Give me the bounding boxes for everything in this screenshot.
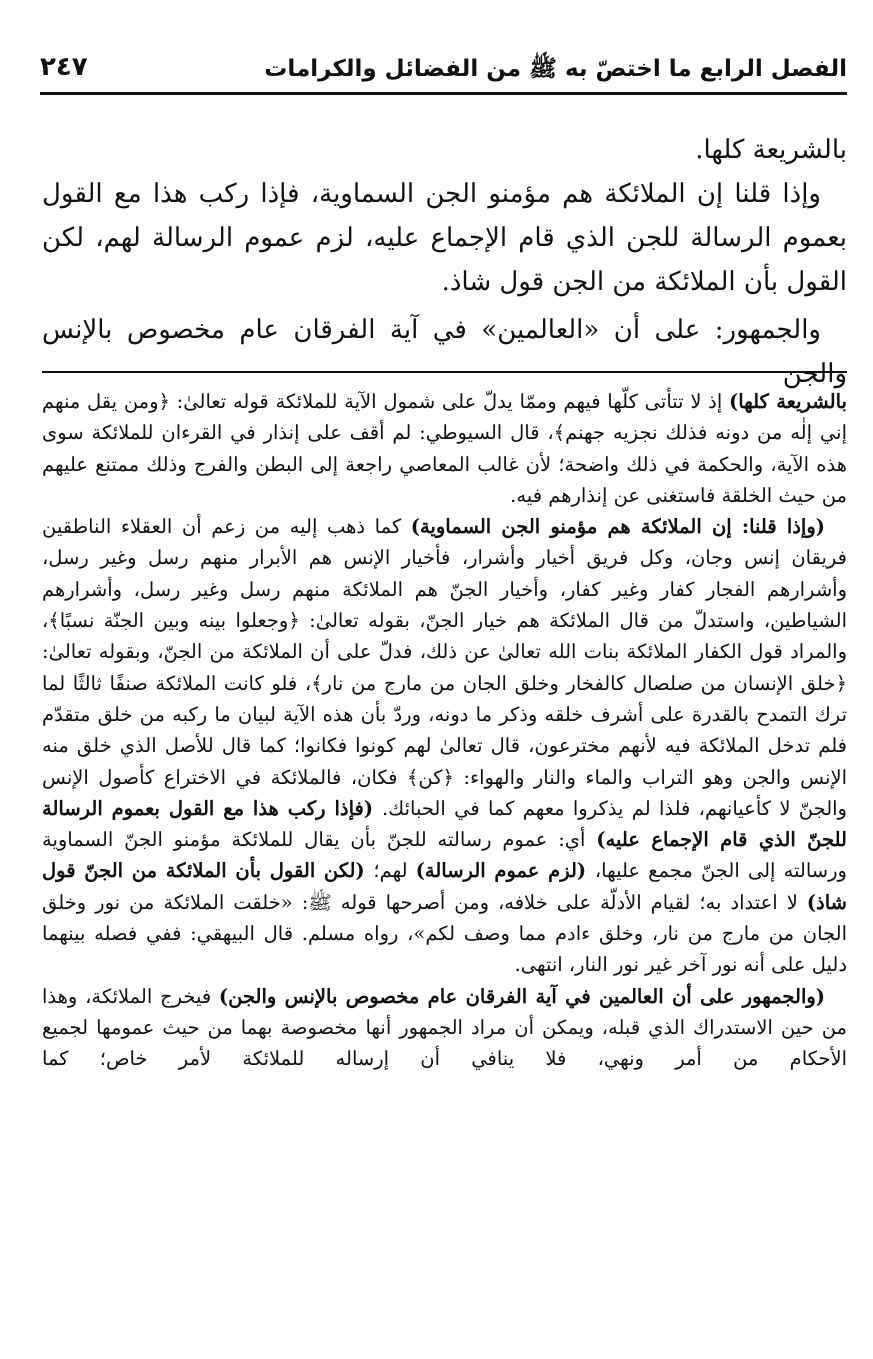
page-number: ٢٤٧ bbox=[40, 52, 88, 82]
header-rule bbox=[40, 92, 847, 95]
main-paragraph: والجمهور: على أن «العالمين» في آية الفرقان عام مخصوص بالإنس والجن bbox=[42, 315, 847, 389]
commentary-lead: (فإذا ركب هذا مع القول بعموم الرسالة للجنّ الذي قام الإجماع عليه) bbox=[42, 796, 847, 852]
chapter-title: الفصل الرابع ما اختصّ به ﷺ من الفضائل والكرامات bbox=[264, 56, 847, 82]
main-text bbox=[42, 128, 847, 396]
commentary-body: فيخرج الملائكة، وهذا من حين الاستدراك الذي قبله، ويمكن أن مراد الجمهور أنها مخصوصة بهما من حيث عمومها لجميع الأحكام من أمر ونهي، فلا ينافي أن إرساله للملائكة لأمر خاص؛ كما bbox=[42, 984, 847, 1071]
commentary-body: كما ذهب إليه من زعم أن العقلاء الناطقين فريقان إنس وجان، وكل فريق أخيار وأشرار، فأخيار الإنس هم الأبرار منهم رسل وغير رسل، وأشرارهم الفجار كفار وغير كفار، وأخيار الجنّ هم الملائكة منهم رسل وغير رسل، وأشرارهم الشياطين، واستدلّ من قال الملائكة هم خيار الجنّ، بقوله تعالىٰ: ﴿وجعلوا بينه وبين الجنّة نسبًا﴾، والمراد قول الكفار الملائكة بنات الله تعالىٰ عن ذلك، فدلّ على أن الملائكة من الجنّ، وبقوله تعالىٰ: ﴿خلق الإنسان من صلصال كالفخار وخلق الجان من مارج من نار﴾، فلو كانت الملائكة صنفًا ثالثًا لما ترك التمدح بالقدرة على أشرف خلقه وذكر ما دونه، وردّ بأن هذه الآية لبيان ما ركبه من خلق متقدّم فلم تدخل الملائكة فيه لأنهم مخترعون، قال تعالىٰ لهم كونوا فكانوا؛ كما قال للأصل الذي خلق منه الإنس والجن وهو التراب والماء والنار والهواء: ﴿كن﴾ فكان، فالملائكة في الاختراع كأصول الإنس والجنّ لا كأعيانهم، فلذا لم يذكروا معهم كما في الحبائك. bbox=[42, 515, 847, 820]
commentary-body: أي: عموم رسالته للجنّ بأن يقال للملائكة مؤمنو الجنّ السماوية ورسالته إلى الجنّ مجمع عليها، bbox=[42, 828, 847, 883]
main-paragraph: وإذا قلنا إن الملائكة هم مؤمنو الجن السماوية، فإذا ركب هذا مع القول بعموم الرسالة للجن الذي قام الإجماع عليه، لزم عموم الرسالة لهم، لكن القول بأن الملائكة من الجن قول شاذ. bbox=[42, 179, 847, 297]
commentary-lead: (وإذا قلنا: إن الملائكة هم مؤمنو الجن السماوية) bbox=[410, 515, 825, 539]
commentary-lead: (والجمهور على أن العالمين في آية الفرقان عام مخصوص بالإنس والجن) bbox=[218, 984, 825, 1008]
commentary-paragraph bbox=[42, 981, 847, 1075]
commentary-body: لا اعتداد به؛ لقيام الأدلّة على خلافه، ومن أصرحها قوله ﷺ: «خلقت الملائكة من نور وخلق الجان من مارج من نار، وخلق ءادم مما وصف لكم»، رواه مسلم. قال البيهقي: ففي فصله بينهما دليل على أنه نور آخر غير نور النار، انتهى. bbox=[42, 890, 847, 977]
main-paragraph: بالشريعة كلها. bbox=[695, 135, 847, 165]
commentary-paragraph bbox=[42, 511, 847, 980]
footnote-separator bbox=[42, 371, 847, 373]
commentary-lead: (لكن القول بأن الملائكة من الجنّ قول شاذ) bbox=[42, 859, 847, 914]
commentary-paragraph bbox=[42, 386, 847, 511]
page-header bbox=[40, 44, 847, 100]
commentary-lead: (لزم عموم الرسالة) bbox=[415, 859, 595, 883]
commentary-body: لهم؛ bbox=[373, 859, 416, 883]
commentary-body: إذ لا تتأتى كلّها فيهم وممّا يدلّ على شمول الآية للملائكة قوله تعالىٰ: ﴿ومن يقل منهم إني إلٰه من دونه فذلك نجزيه جهنم﴾، قال السيوطي: لم أقف على إنذار في القرءان للملائكة سوى هذه الآية، والحكمة في ذلك واضحة؛ لأن غالب المعاصي راجعة إلى البطن والفرج وذلك ممتنع عليهم من حيث الخلقة فاستغنى عن إنذارهم فيه. bbox=[42, 390, 847, 507]
commentary-lead: بالشريعة كلها) bbox=[729, 390, 847, 413]
commentary-text bbox=[42, 386, 847, 1075]
